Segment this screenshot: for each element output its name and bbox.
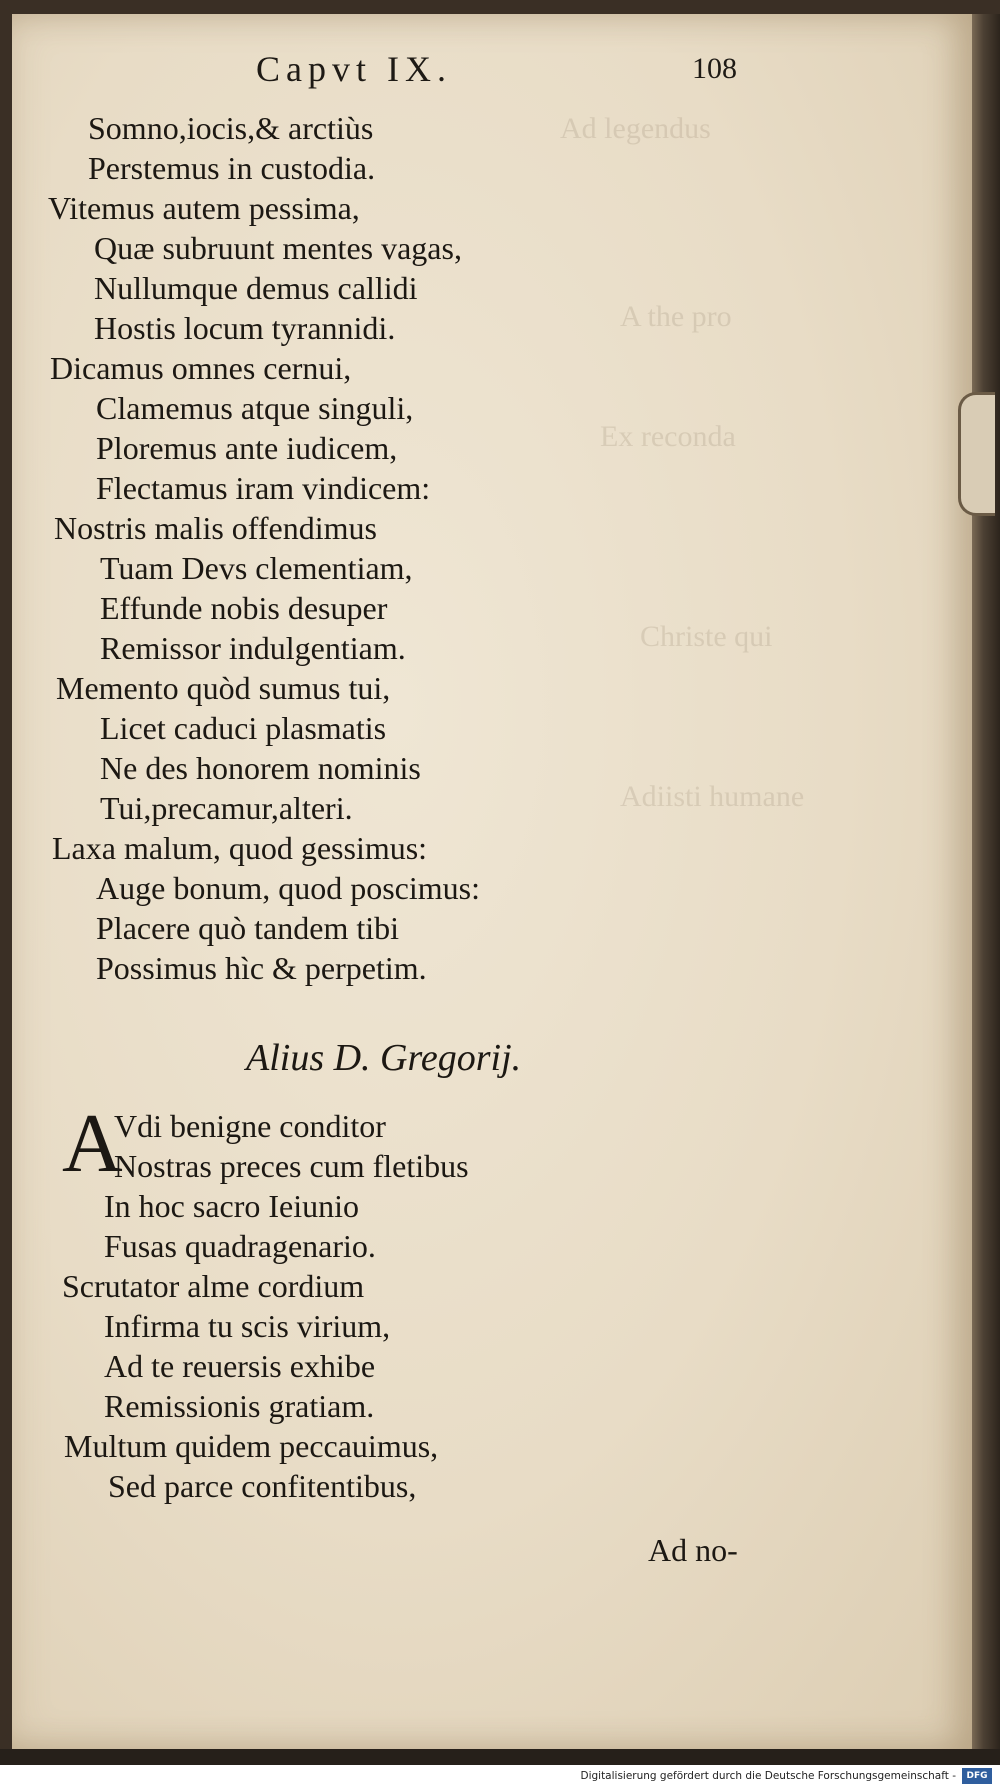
verse-line: Hostis locum tyrannidi. — [94, 310, 396, 346]
running-title: Capvt IX. — [256, 49, 452, 89]
verse-line: Infirma tu scis virium, — [104, 1308, 391, 1344]
verse-line: Ne des honorem nominis — [100, 750, 421, 786]
scan-bottom-edge — [0, 1749, 1000, 1765]
page-number: 108 — [692, 52, 737, 85]
verse-line: Possimus hìc & perpetim. — [96, 950, 427, 986]
show-through-text: Christe qui — [640, 620, 773, 653]
show-through-text: Ex reconda — [600, 420, 736, 453]
verse-line: Effunde nobis desuper — [100, 590, 388, 626]
verse-line: Tuam Devs clementiam, — [100, 550, 413, 586]
verse-line: Flectamus iram vindicem: — [96, 470, 431, 506]
show-through-text: A the pro — [620, 300, 732, 333]
verse-line: In hoc sacro Ieiunio — [104, 1188, 360, 1224]
verse-line: Vdi benigne conditor — [114, 1108, 386, 1144]
verse-line: Ad te reuersis exhibe — [104, 1348, 376, 1384]
page-tab — [958, 392, 995, 516]
drop-cap: A — [62, 1097, 123, 1190]
verse-line: Nullumque demus callidi — [94, 270, 418, 306]
verse-line: Placere quò tandem tibi — [96, 910, 400, 946]
verse-line: Licet caduci plasmatis — [100, 710, 387, 746]
verse-line: Somno,iocis,& arctiùs — [88, 110, 374, 146]
verse-line: Clamemus atque singuli, — [96, 390, 414, 426]
verse-line: Ploremus ante iudicem, — [96, 430, 398, 466]
show-through-text: Adiisti humane — [620, 780, 805, 813]
verse-line: Scrutator alme cordium — [62, 1268, 365, 1304]
verse-line: Perstemus in custodia. — [88, 150, 376, 186]
hymn-heading: Alius D. Gregorij. — [246, 1037, 522, 1079]
verse-line: Multum quidem peccauimus, — [64, 1428, 439, 1464]
book-edge — [972, 14, 1000, 1749]
show-through-text: Ad legendus — [560, 112, 711, 145]
verse-line: Nostras preces cum fletibus — [114, 1148, 469, 1184]
verse-line: Sed parce confitentibus, — [108, 1468, 417, 1504]
verse-line: Tui,precamur,alteri. — [100, 790, 353, 826]
verse-line: Remissor indulgentiam. — [100, 630, 406, 666]
verse-line: Laxa malum, quod gessimus: — [52, 830, 428, 866]
verse-line: Vitemus autem pessima, — [48, 190, 360, 226]
verse-line: Quæ subruunt mentes vagas, — [94, 230, 462, 266]
verse-line: Remissionis gratiam. — [104, 1388, 375, 1424]
verse-line: Nostris malis offendimus — [54, 510, 377, 546]
digitization-credit: Digitalisierung gefördert durch die Deutsche Forschungsgemeinschaft - — [580, 1770, 956, 1782]
verse-line: Fusas quadragenario. — [104, 1228, 376, 1264]
dfg-logo: DFG — [962, 1768, 992, 1784]
verse-line: Dicamus omnes cernui, — [50, 350, 352, 386]
catchword: Ad no- — [648, 1532, 738, 1568]
verse-line: Memento quòd sumus tui, — [56, 670, 391, 706]
verse-line: Auge bonum, quod poscimus: — [96, 870, 480, 906]
